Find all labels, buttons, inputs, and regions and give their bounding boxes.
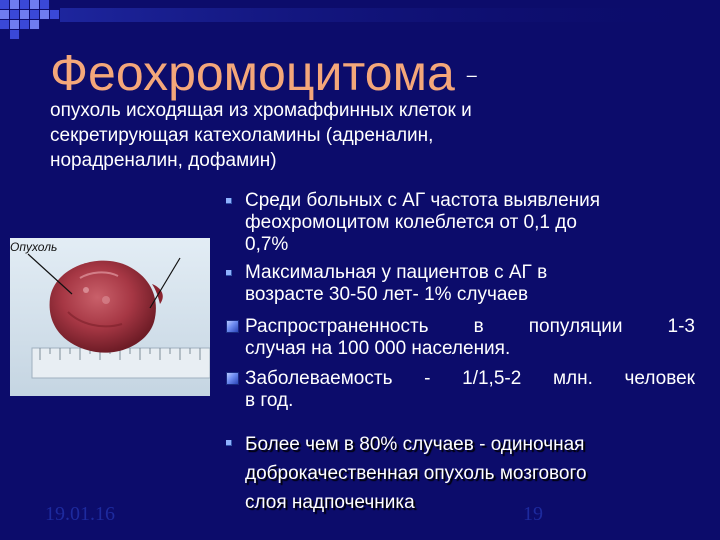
bullet-line: Среди больных с АГ частота выявления [245,190,601,211]
bullet-line: Распространенность в популяции 1-3 [245,316,695,337]
bullet-line: Заболеваемость - 1/1,5-2 млн. человек [245,368,695,389]
bullet-text [245,190,695,256]
bullet-square-icon [226,372,239,385]
footer-date: 19.01.16 [45,503,115,525]
subtitle-line: норадреналин, дофамин) [50,150,277,171]
subtitle-line: опухоль исходящая из хромаффинных клеток и [50,100,472,121]
tumor-specimen-photo [10,238,210,396]
slide-title: Феохромоцитома [50,45,455,101]
bullet-text [245,316,695,360]
title-dash: – [466,65,477,85]
bullet-line: слоя надпочечника [245,492,415,513]
bullet-line: возрасте 30-50 лет- 1% случаев [245,284,529,305]
bullet-text [245,368,695,412]
tumor-illustration [10,238,210,396]
slide-subtitle [50,98,610,173]
bullet-square-icon [226,320,239,333]
bullet-line: в год. [245,390,294,411]
bullet-line: Более чем в 80% случаев - одиночная [245,434,585,455]
bullet-line: феохромоцитом колеблется от 0,1 до [245,212,577,233]
bullet-line: Максимальная у пациентов с АГ в [245,262,548,283]
bullet-square-icon [226,270,232,276]
bullet-text [245,262,695,306]
subtitle-line: секретирующая катехоламины (адреналин, [50,125,434,146]
page-number: 19 [523,503,543,525]
bullet-line: доброкачественная опухоль мозгового [245,463,587,484]
bullet-line: 0,7% [245,234,289,255]
image-label: Опухоль [10,240,58,254]
bullet-line: случая на 100 000 населения. [245,338,511,359]
bullet-text [245,430,695,517]
bullet-square-icon [226,198,232,204]
bullet-square-icon [226,440,232,446]
title-row [50,28,477,101]
